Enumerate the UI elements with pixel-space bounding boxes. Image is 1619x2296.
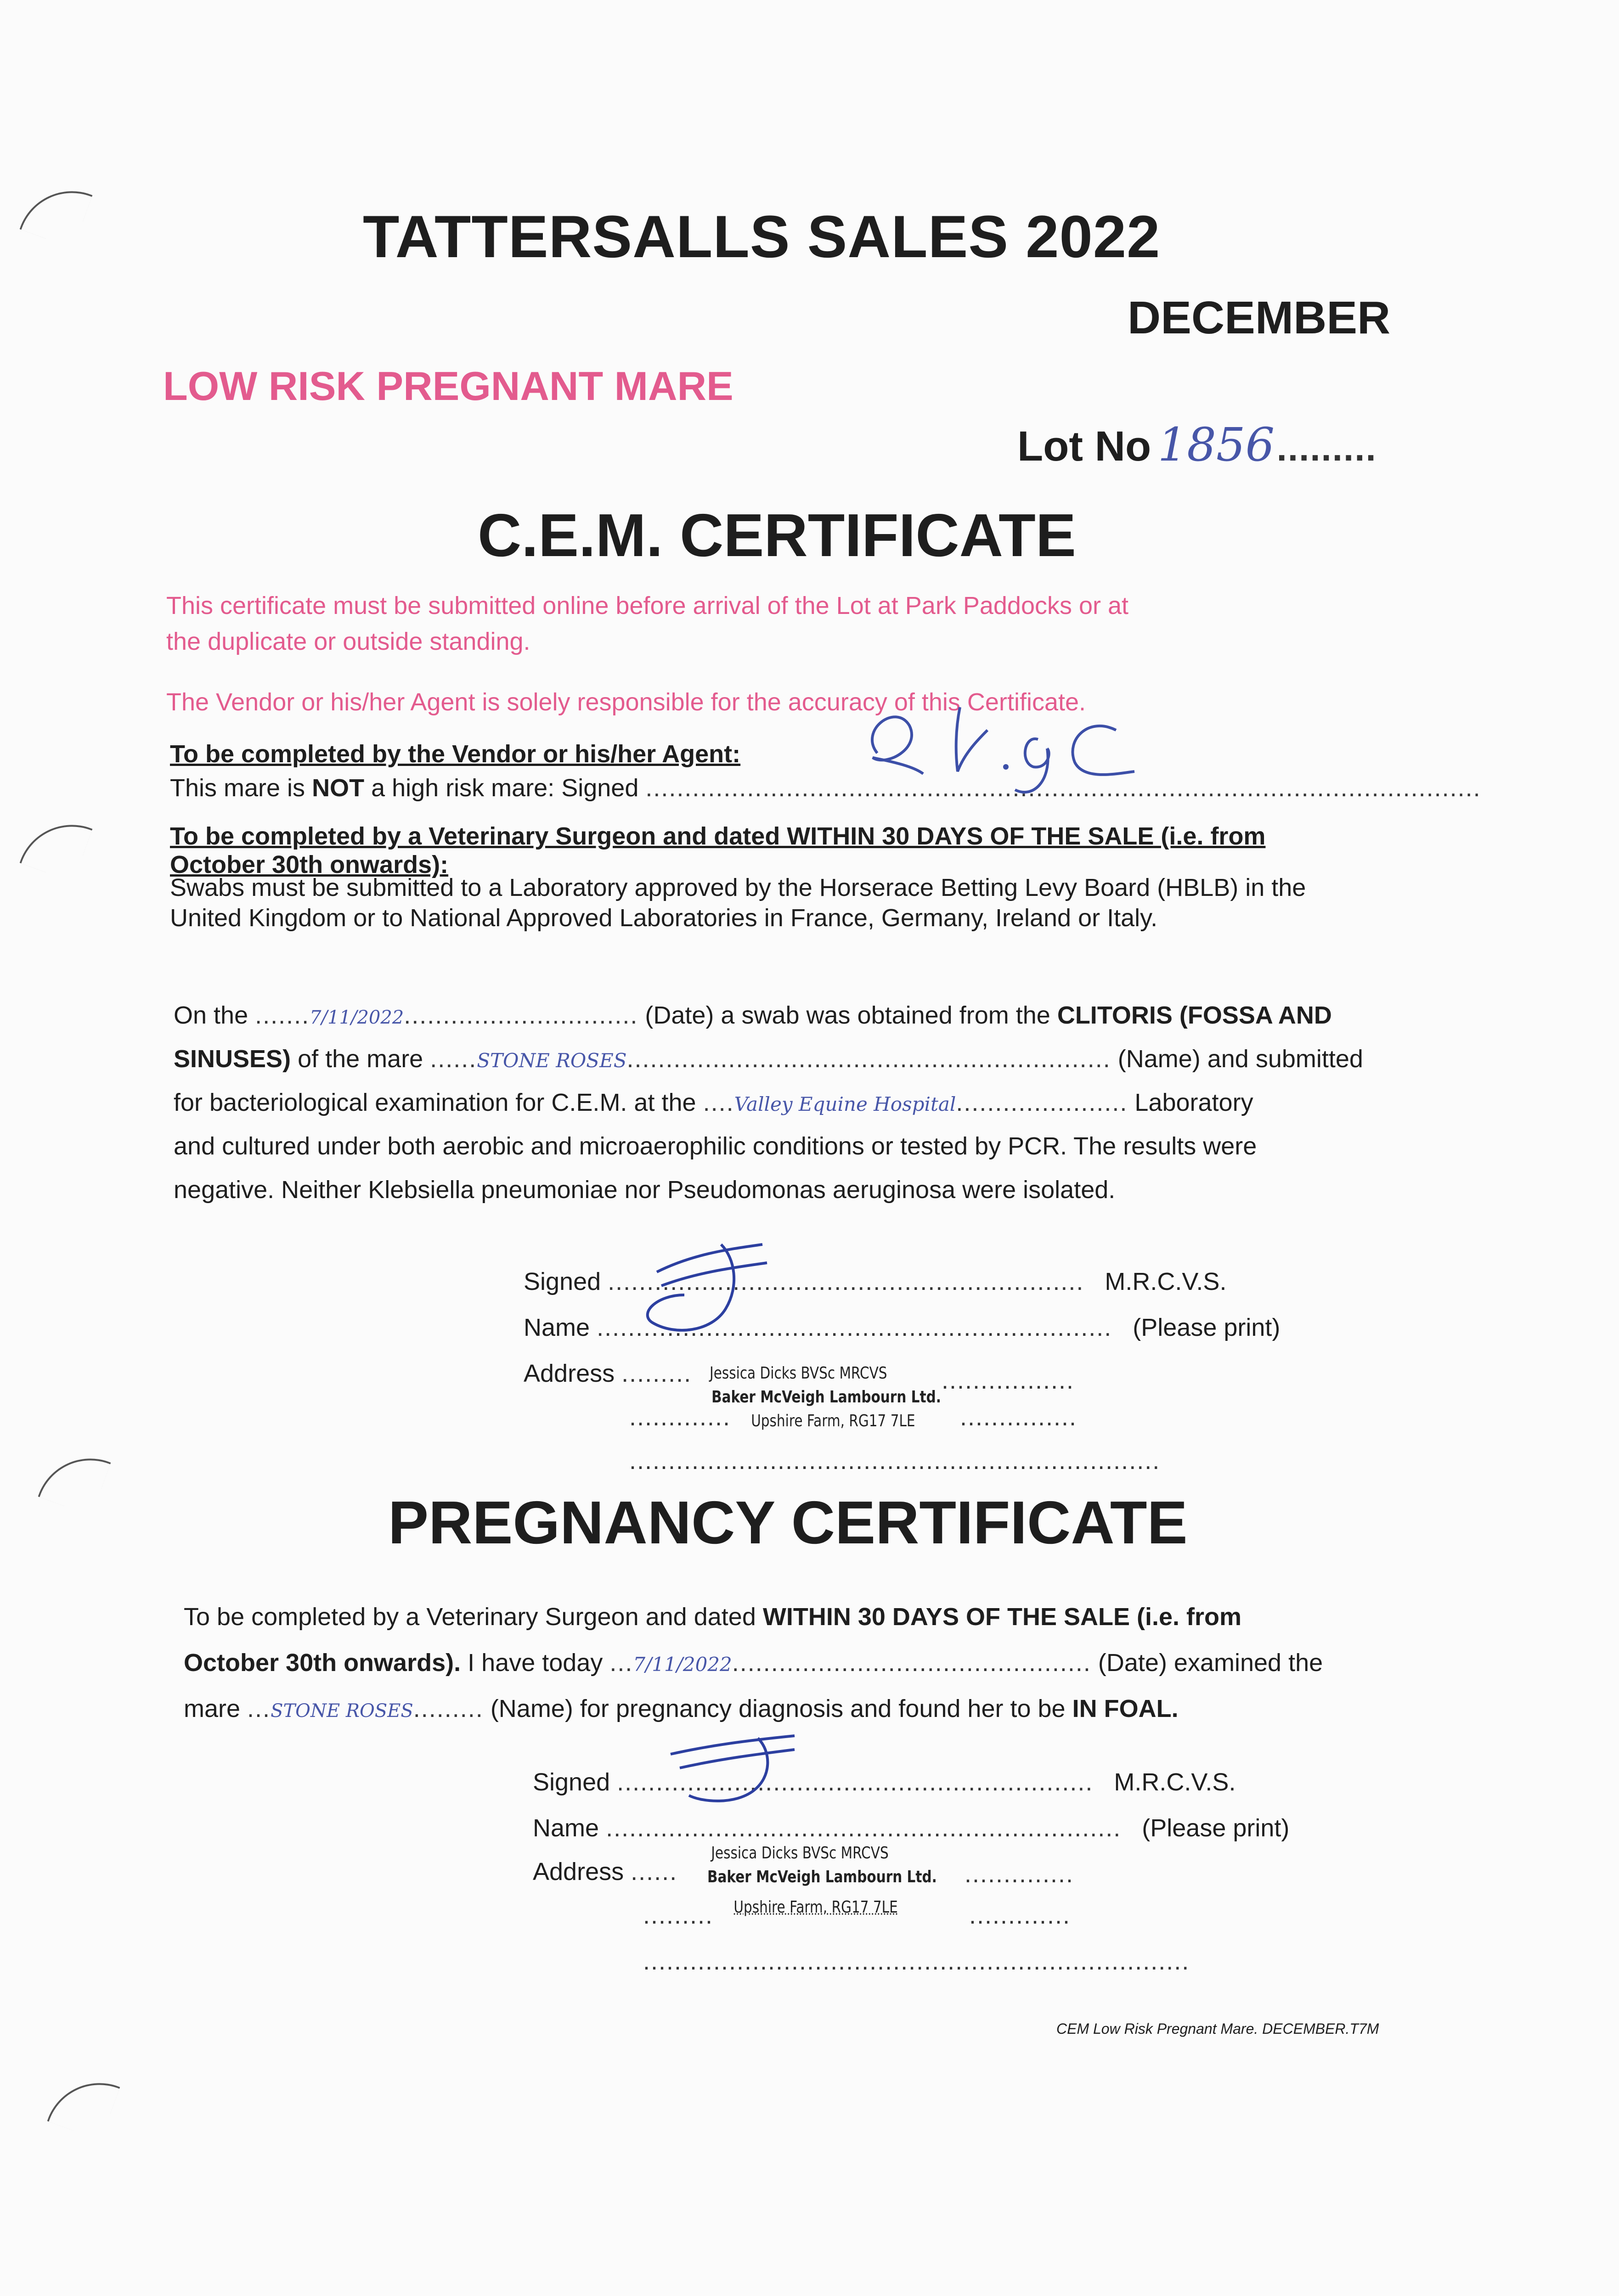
stamp-line: Jessica Dicks BVSc MRCVS	[711, 1844, 889, 1863]
lot-number-value: 1856	[1157, 418, 1275, 472]
date-dots: ..............................	[404, 1002, 638, 1029]
laboratory-value: Valley Equine Hospital	[734, 1093, 956, 1115]
vet-signature-pregnancy	[657, 1727, 813, 1818]
pregnancy-address-dots: ..............	[965, 1860, 1074, 1888]
pregnancy-signed-row	[533, 1768, 1235, 1796]
lot-dots: .........	[1276, 428, 1377, 468]
cem-address-dots: ...............	[960, 1403, 1077, 1431]
examined-text: (Date) examined the	[1098, 1649, 1323, 1677]
submission-notice-line: the duplicate or outside standing.	[166, 628, 530, 655]
sale-month: DECEMBER	[1128, 292, 1391, 343]
vet-heading-line: To be completed by a Veterinary Surgeon and dated WITHIN 30 DAYS OF THE SALE (i.e. from	[170, 822, 1266, 850]
swab-instructions	[170, 872, 1306, 933]
name-label: Name	[533, 1814, 599, 1842]
signed-dots: .............................................................	[608, 1268, 1084, 1295]
mrcvs-label: M.R.C.V.S.	[1114, 1768, 1236, 1796]
swab-date-row	[174, 1001, 1332, 1030]
swab-date-value: 7/11/2022	[310, 1007, 404, 1028]
lot-label: Lot No	[1017, 423, 1151, 470]
swab-instructions-line: Swabs must be submitted to a Laboratory approved by the Horserace Betting Levy Board (HBLB) in the	[170, 874, 1306, 901]
name-dots: ..............................................................	[626, 1045, 1111, 1073]
cultured-row: and cultured under both aerobic and microaerophilic conditions or tested by PCR. The results were	[174, 1132, 1257, 1160]
pregnancy-mare-name-value: STONE ROSES	[271, 1700, 413, 1722]
vendor-declaration-signed: a high risk mare: Signed	[364, 774, 639, 802]
stamp-line: Upshire Farm, RG17 7LE	[751, 1412, 915, 1430]
pregnancy-address-stamp	[707, 1841, 937, 1919]
vendor-declaration	[170, 774, 1481, 802]
pregnancy-address-dots: .........	[643, 1902, 714, 1929]
swab-instructions-line: United Kingdom or to National Approved Laboratories in France, Germany, Ireland or Italy.	[170, 904, 1158, 932]
date-rest-text: (Date) a swab was obtained from the	[645, 1002, 1050, 1029]
punch-hole-mark	[38, 1443, 111, 1516]
pregnancy-line-3	[184, 1694, 1179, 1723]
date-dots: ..............................................	[732, 1649, 1091, 1677]
mare-name-value: STONE ROSES	[477, 1049, 627, 1072]
vendor-signature	[841, 675, 1162, 813]
october-30th-label: October 30th onwards).	[184, 1649, 461, 1677]
footer-form-code: CEM Low Risk Pregnant Mare. DECEMBER.T7M	[1056, 2020, 1379, 2037]
stamp-line: Upshire Farm, RG17 7LE	[733, 1898, 898, 1917]
please-print-label: (Please print)	[1133, 1314, 1281, 1341]
pregnancy-address-row	[533, 1857, 677, 1886]
please-print-label: (Please print)	[1142, 1814, 1290, 1842]
name-dots: .........	[413, 1695, 484, 1722]
pregnancy-diagnosis-text: (Name) for pregnancy diagnosis and found her to be	[490, 1695, 1066, 1722]
cem-address-dots: .................	[942, 1367, 1075, 1394]
signed-label: Signed	[524, 1268, 601, 1295]
pregnancy-line-1	[184, 1603, 1241, 1631]
address-dots: ......	[631, 1858, 678, 1885]
responsibility-notice: The Vendor or his/her Agent is solely responsible for the accuracy of this Certificate.	[166, 688, 1086, 716]
document-title: TATTERSALLS SALES 2022	[363, 203, 1161, 270]
address-dots: .........	[621, 1360, 692, 1387]
have-today-text: I have today	[468, 1649, 603, 1677]
date-dots: ...	[609, 1649, 633, 1677]
vet-signature-cem	[629, 1231, 785, 1345]
pregnancy-line1-text: To be completed by a Veterinary Surgeon and dated	[184, 1603, 756, 1631]
pregnancy-address-dots: ......................................................................	[643, 1947, 1190, 1975]
clitoris-label: CLITORIS (FOSSA AND	[1057, 1002, 1332, 1029]
name-submitted-text: (Name) and submitted	[1117, 1045, 1363, 1073]
cem-address-dots: ....................................................................	[629, 1447, 1161, 1474]
name-dots: ......	[430, 1045, 477, 1073]
vendor-signature-line: ...........................................................................................................	[645, 774, 1481, 802]
laboratory-label: Laboratory	[1134, 1089, 1253, 1116]
address-label: Address	[533, 1858, 624, 1885]
cem-address-row	[524, 1359, 692, 1388]
name-dots: ..................................................................	[597, 1314, 1112, 1341]
category-label: LOW RISK PREGNANT MARE	[163, 363, 733, 409]
mrcvs-label: M.R.C.V.S.	[1105, 1268, 1227, 1295]
pregnancy-name-row	[533, 1814, 1289, 1842]
cem-address-stamp	[710, 1362, 941, 1433]
lab-dots: ....	[703, 1089, 734, 1116]
pregnancy-date-value: 7/11/2022	[633, 1653, 732, 1676]
sinuses-label: SINUSES)	[174, 1045, 291, 1073]
punch-hole-mark	[20, 176, 93, 249]
vendor-declaration-not: NOT	[312, 774, 365, 802]
lab-dots: ......................	[956, 1089, 1128, 1116]
address-label: Address	[524, 1360, 615, 1387]
signed-label: Signed	[533, 1768, 610, 1796]
within-30-days-label: WITHIN 30 DAYS OF THE SALE	[762, 1603, 1130, 1631]
pregnancy-line-2	[184, 1649, 1323, 1677]
vet-heading-line: October 30th onwards):	[170, 851, 449, 878]
submission-notice	[166, 588, 1128, 659]
mare-name-row	[174, 1045, 1363, 1073]
in-foal-label: IN FOAL.	[1072, 1695, 1179, 1722]
for-bacterio-text: for bacteriological examination for C.E.M. at the	[174, 1089, 696, 1116]
vendor-declaration-text: This mare is	[170, 774, 312, 802]
cem-certificate-title: C.E.M. CERTIFICATE	[478, 501, 1076, 569]
on-the-label: On the	[174, 1002, 248, 1029]
of-the-mare-label: of the mare	[298, 1045, 423, 1073]
vet-heading	[170, 822, 1265, 879]
negative-row: negative. Neither Klebsiella pneumoniae nor Pseudomonas aeruginosa were isolated.	[174, 1176, 1116, 1204]
punch-hole-mark	[20, 810, 93, 883]
submission-notice-line: This certificate must be submitted online before arrival of the Lot at Park Paddocks or at	[166, 592, 1129, 619]
signed-dots: .............................................................	[617, 1768, 1094, 1796]
cem-address-dots: .............	[629, 1403, 731, 1431]
stamp-line: Jessica Dicks BVSc MRCVS	[710, 1364, 887, 1383]
lot-number-row	[1017, 418, 1377, 472]
pregnancy-address-dots: .............	[969, 1902, 1071, 1929]
pregnancy-certificate-title: PREGNANCY CERTIFICATE	[388, 1489, 1188, 1556]
name-dots: ...	[247, 1695, 271, 1722]
stamp-line: Baker McVeigh Lambourn Ltd.	[711, 1388, 941, 1407]
laboratory-row	[174, 1088, 1253, 1117]
stamp-line: Baker McVeigh Lambourn Ltd.	[707, 1868, 937, 1886]
pregnancy-line1-post: (i.e. from	[1137, 1603, 1242, 1631]
name-dots: ..................................................................	[606, 1814, 1122, 1842]
punch-hole-mark	[47, 2068, 120, 2141]
mare-label: mare	[184, 1695, 241, 1722]
date-dots: .......	[255, 1002, 310, 1029]
vendor-heading: To be completed by the Vendor or his/her Agent:	[170, 740, 741, 768]
name-label: Name	[524, 1314, 590, 1341]
